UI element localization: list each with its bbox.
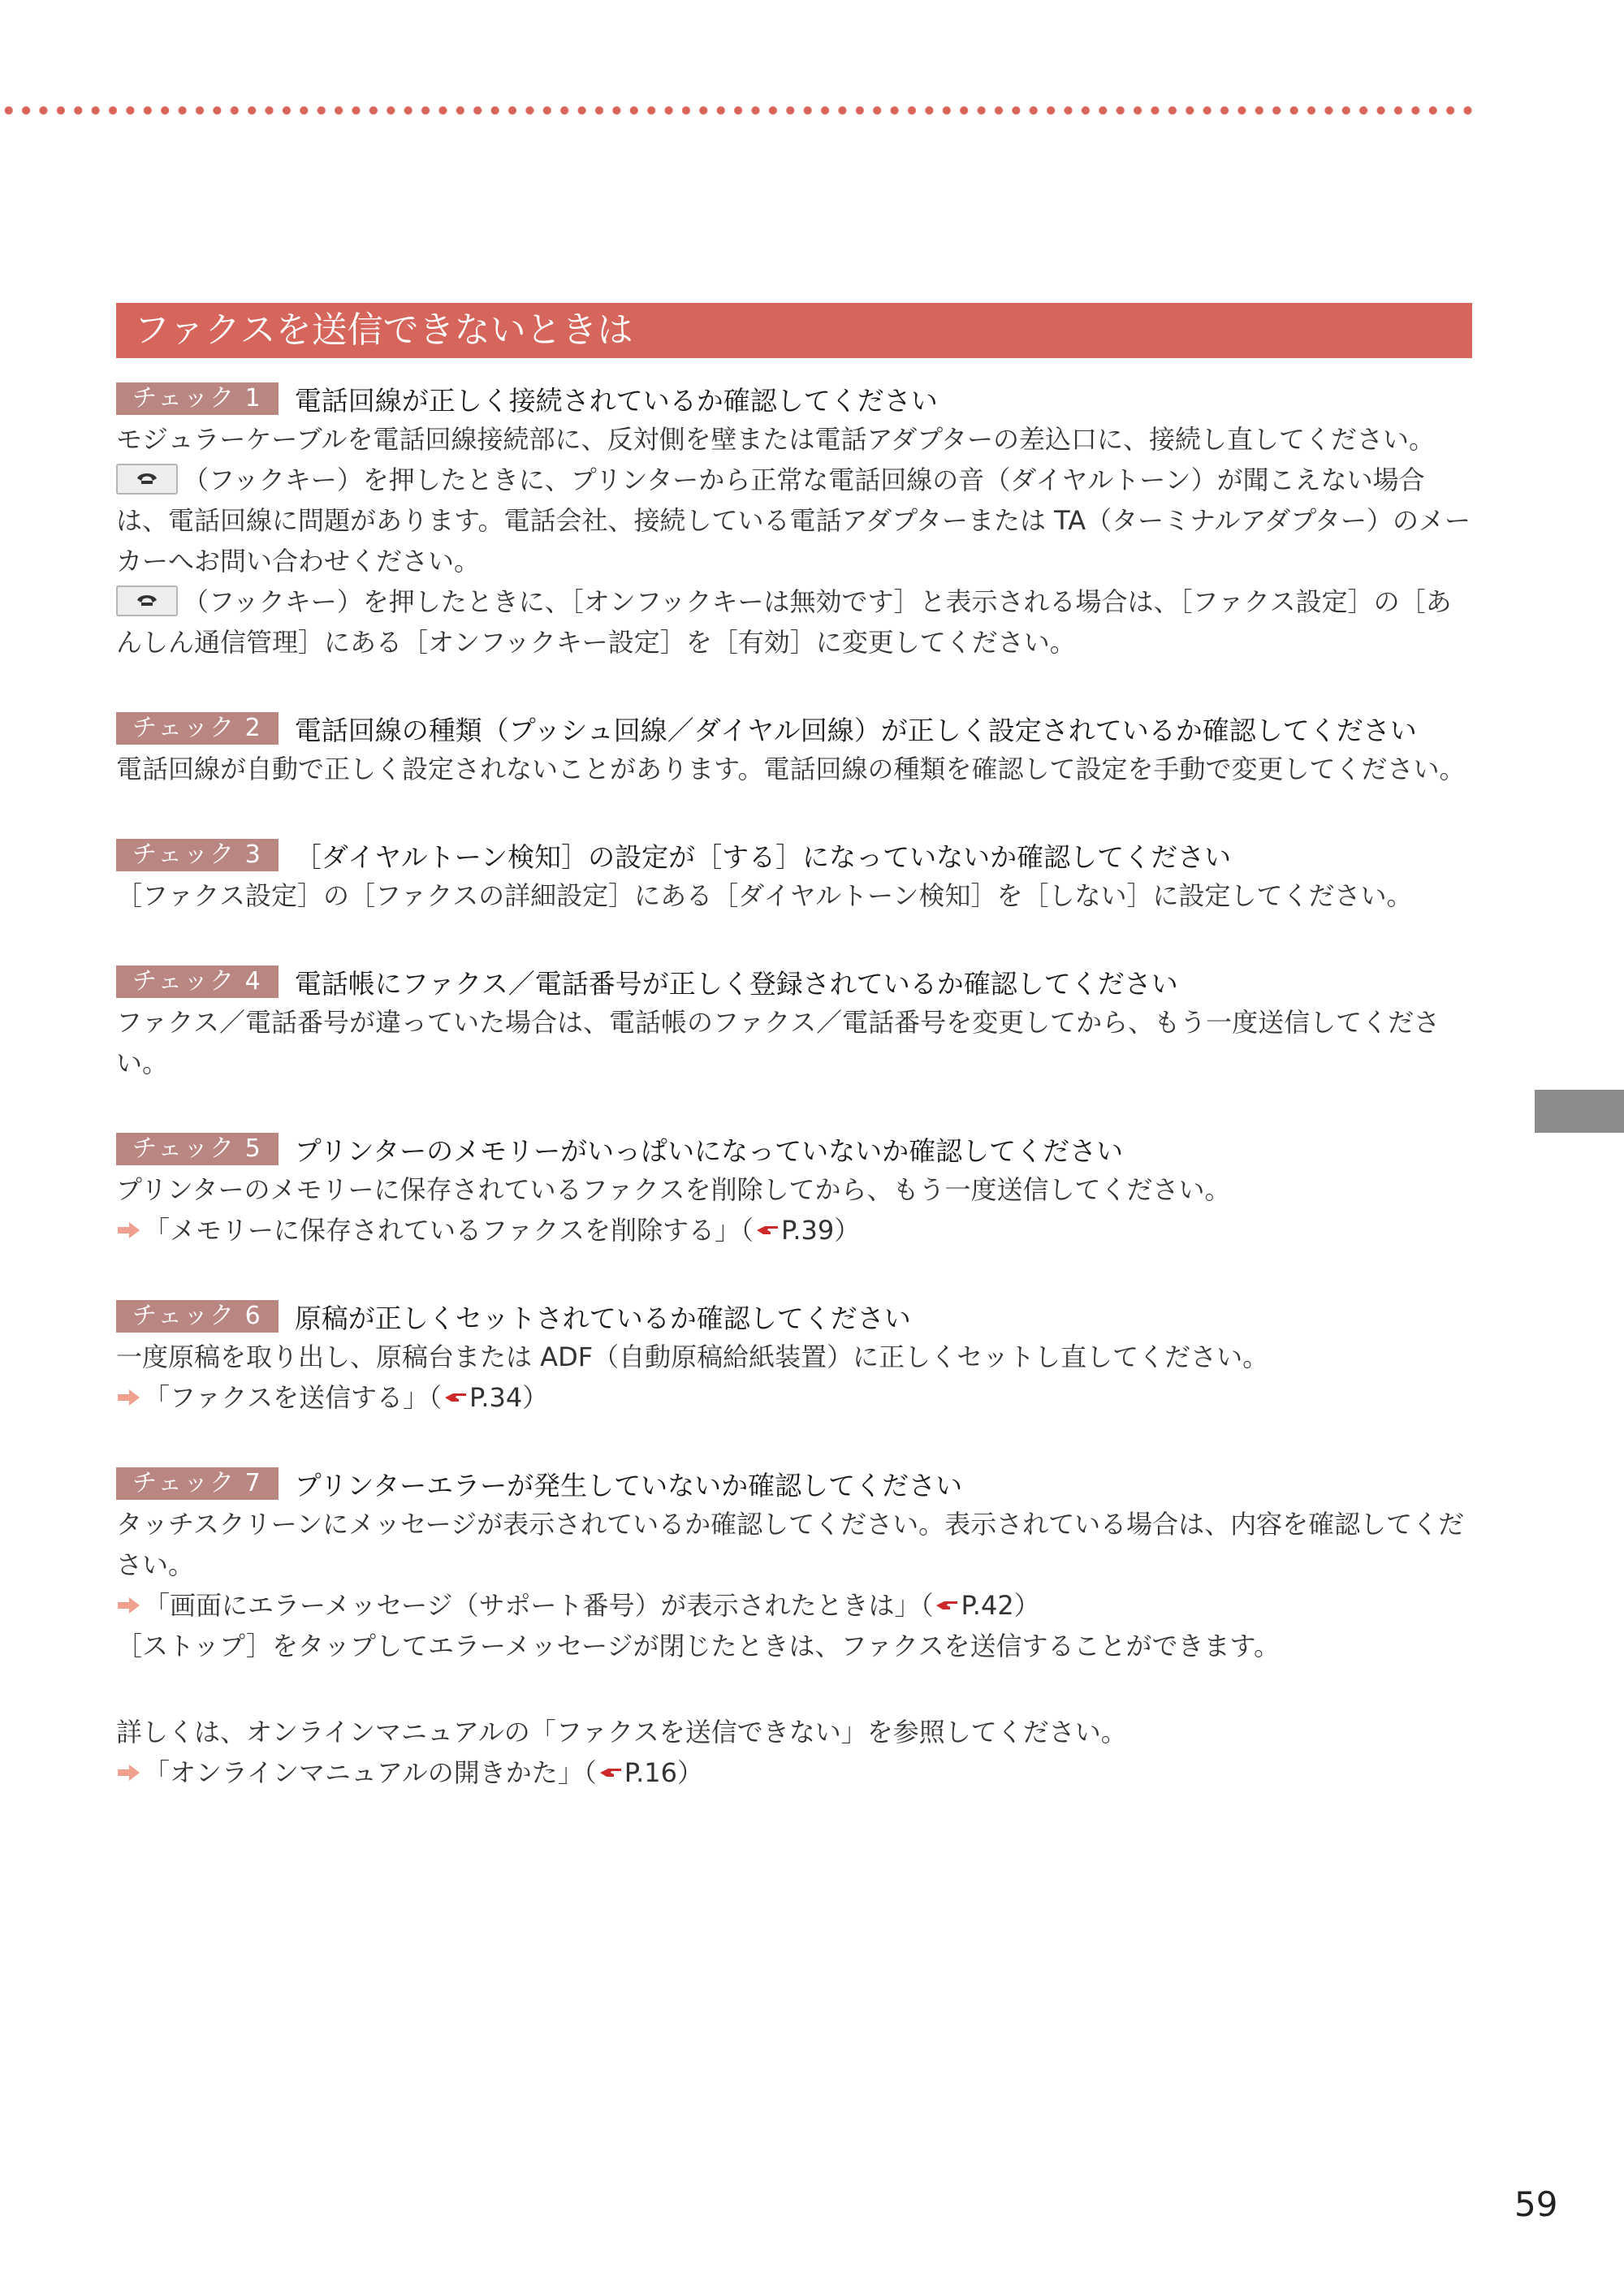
hook-key-icon (116, 464, 178, 495)
check-body (116, 419, 1476, 663)
arrow-right-icon (116, 1221, 140, 1239)
reference-text: 「メモリーに保存されているファクスを削除する」（ (144, 1215, 754, 1246)
check-body (116, 1504, 1476, 1666)
arrow-right-icon (116, 1389, 140, 1406)
check-badge: チェック 2 (116, 712, 279, 745)
arrow-right-icon (116, 1764, 140, 1782)
reference-link[interactable] (116, 1210, 1476, 1251)
check-paragraph: ［ストップ］をタップしてエラーメッセージが閉じたときは、ファクスを送信することができます。 (116, 1631, 1280, 1661)
check-paragraph: モジュラーケーブルを電話回線接続部に、反対側を壁または電話アダプターの差込口に、接続し直してください。 (116, 424, 1436, 455)
check-badge: チェック 5 (116, 1133, 279, 1165)
reference-page: P.34） (469, 1382, 549, 1413)
check-heading (116, 378, 1476, 419)
check-body (116, 1337, 1476, 1418)
check-title: 原稿が正しくセットされているか確認してください (294, 1302, 911, 1334)
pointing-hand-icon (598, 1766, 623, 1779)
reference-page: P.42） (961, 1590, 1040, 1621)
pointing-hand-icon (443, 1391, 468, 1404)
reference-link[interactable] (116, 1377, 1476, 1418)
check-item-6 (116, 1296, 1476, 1418)
check-paragraph (116, 460, 1476, 581)
reference-link[interactable] (116, 1752, 1476, 1793)
reference-text: 「オンラインマニュアルの開きかた」（ (144, 1757, 597, 1788)
check-item-2 (116, 708, 1476, 789)
check-paragraph: 一度原稿を取り出し、原稿台または ADF（自動原稿給紙装置）に正しくセットし直してください。 (116, 1341, 1269, 1372)
page-number: 59 (1514, 2184, 1558, 2224)
check-title: プリンターエラーが発生していないか確認してください (294, 1469, 963, 1501)
check-title: 電話回線の種類（プッシュ回線／ダイヤル回線）が正しく設定されているか確認してください (294, 714, 1417, 746)
reference-page: P.39） (781, 1215, 861, 1246)
reference-page: P.16） (624, 1757, 703, 1788)
check-item-1 (116, 378, 1476, 663)
footer-note (116, 1712, 1476, 1793)
check-paragraph-text: （フックキー）を押したときに、プリンターから正常な電話回線の音（ダイヤルトーン）が聞こえない場合は、電話回線に問題があります。電話会社、接続している電話アダプターまたは TA（ターミナルアダプター）のメーカーへお問い合わせください。 (116, 464, 1471, 577)
check-heading (116, 1463, 1476, 1504)
check-heading (116, 835, 1476, 875)
check-paragraph-text: （フックキー）を押したときに、［オンフックキーは無効です］と表示される場合は、［ファクス設定］の［あんしん通信管理］にある［オンフックキー設定］を［有効］に変更してください。 (116, 586, 1452, 658)
check-paragraph: プリンターのメモリーに保存されているファクスを削除してから、もう一度送信してください。 (116, 1174, 1231, 1205)
check-item-7 (116, 1463, 1476, 1666)
reference-text: 「ファクスを送信する」（ (144, 1382, 443, 1413)
check-badge: チェック 3 (116, 839, 279, 871)
check-body (116, 875, 1476, 916)
check-heading (116, 708, 1476, 749)
check-paragraph (116, 581, 1476, 663)
check-title: 電話帳にファクス／電話番号が正しく登録されているか確認してください (294, 967, 1178, 1000)
pointing-hand-icon (935, 1599, 959, 1612)
reference-link[interactable] (116, 1585, 1476, 1626)
check-item-3 (116, 835, 1476, 916)
check-body (116, 749, 1476, 789)
check-paragraph: ファクス／電話番号が違っていた場合は、電話帳のファクス／電話番号を変更してから、もう一度送信してください。 (116, 1007, 1440, 1078)
dotted-rule (0, 104, 1476, 117)
check-title: プリンターのメモリーがいっぱいになっていないか確認してください (294, 1134, 1124, 1167)
check-item-5 (116, 1129, 1476, 1251)
pointing-hand-icon (755, 1224, 780, 1237)
check-item-4 (116, 961, 1476, 1083)
section-title: ファクスを送信できないときは (116, 303, 1472, 358)
check-paragraph: 電話回線が自動で正しく設定されないことがあります。電話回線の種類を確認して設定を手動で変更してください。 (116, 754, 1466, 784)
check-list (116, 378, 1476, 1793)
arrow-right-icon (116, 1596, 140, 1614)
check-heading (116, 1296, 1476, 1337)
check-body (116, 1169, 1476, 1251)
check-body (116, 1002, 1476, 1083)
check-paragraph: タッチスクリーンにメッセージが表示されているか確認してください。表示されている場合は、内容を確認してください。 (116, 1509, 1465, 1580)
hook-key-icon (116, 585, 178, 616)
check-badge: チェック 1 (116, 382, 279, 415)
reference-text: 「画面にエラーメッセージ（サポート番号）が表示されたときは」（ (144, 1590, 934, 1621)
check-badge: チェック 4 (116, 966, 279, 998)
check-heading (116, 1129, 1476, 1169)
check-paragraph: ［ファクス設定］の［ファクスの詳細設定］にある［ダイヤルトーン検知］を［しない］に設定してください。 (116, 880, 1413, 911)
footer-note-text: 詳しくは、オンラインマニュアルの「ファクスを送信できない」を参照してください。 (116, 1717, 1127, 1748)
check-badge: チェック 6 (116, 1300, 279, 1333)
side-index-tab (1535, 1090, 1624, 1133)
check-title: ［ダイヤルトーン検知］の設定が［する］になっていないか確認してください (294, 840, 1232, 873)
check-heading (116, 961, 1476, 1002)
check-badge: チェック 7 (116, 1467, 279, 1500)
check-title: 電話回線が正しく接続されているか確認してください (294, 384, 938, 417)
